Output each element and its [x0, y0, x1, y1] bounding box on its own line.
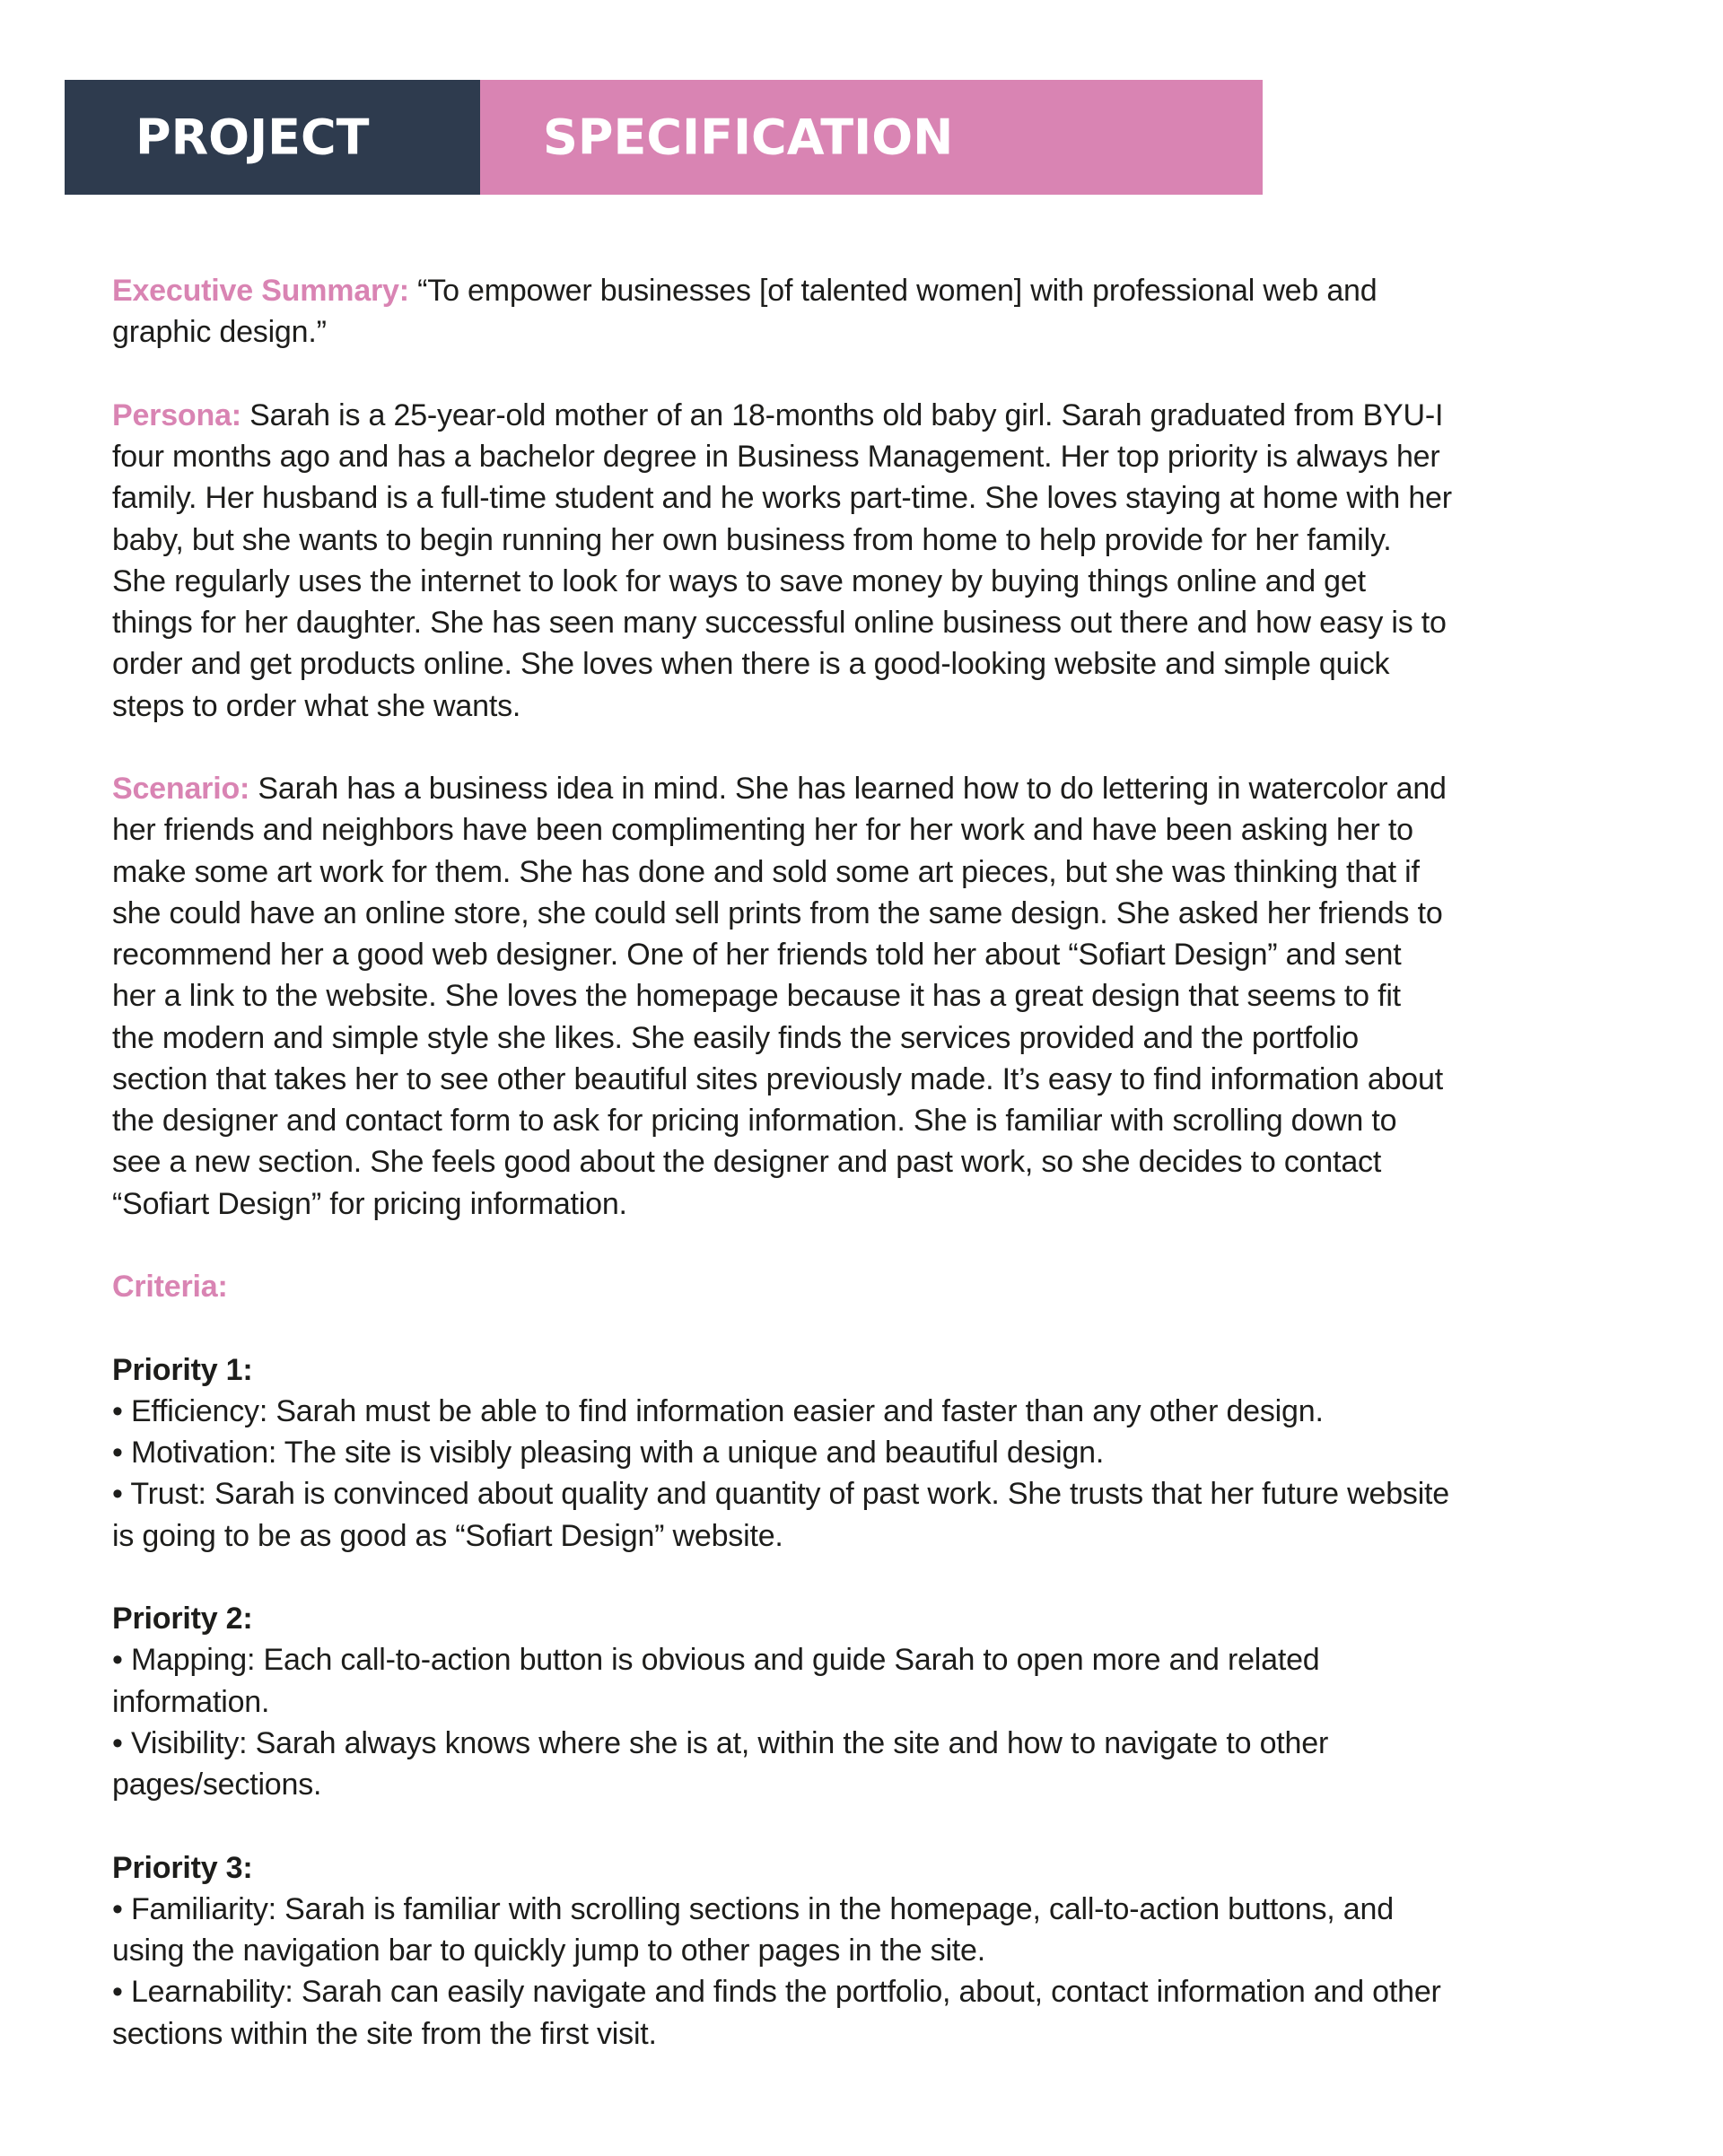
criteria-item: information. — [112, 1684, 270, 1719]
title-banner — [65, 80, 1263, 195]
text-line: section that takes her to see other beautiful sites previously made. It’s easy to find information about — [112, 1061, 1443, 1096]
text-line: four months ago and has a bachelor degree in Business Management. Her top priority is always her — [112, 440, 1440, 474]
scenario-label: Scenario: — [112, 772, 250, 806]
text-line: the designer and contact form to ask for pricing information. She is familiar with scrolling down to — [112, 1104, 1397, 1138]
spacer — [112, 1307, 1656, 1349]
text-line: she could have an online store, she could sell prints from the same design. She asked her friends to — [112, 895, 1443, 930]
scenario-section — [112, 768, 1656, 1225]
criteria-item: • Learnability: Sarah can easily navigate and finds the portfolio, about, contact information and other — [112, 1975, 1441, 2010]
text-line: order and get products online. She loves when there is a good-looking website and simple quick — [112, 647, 1390, 682]
spacer — [112, 1805, 1656, 1846]
priority-heading: Priority 2: — [112, 1602, 253, 1636]
text-line — [112, 768, 1656, 809]
criteria-item: • Mapping: Each call-to-action button is obvious and guide Sarah to open more and related — [112, 1643, 1320, 1678]
text-line: “Sofiart Design” for pricing information. — [112, 1186, 627, 1221]
criteria-item: • Motivation: The site is visibly pleasing with a unique and beautiful design. — [112, 1436, 1105, 1470]
criteria-item: • Visibility: Sarah always knows where she is at, within the site and how to navigate to other — [112, 1725, 1329, 1760]
criteria-item: • Efficiency: Sarah must be able to find information easier and faster than any other design. — [112, 1393, 1324, 1428]
text-line: her a link to the website. She loves the homepage because it has a great design that seems to fit — [112, 979, 1401, 1014]
executive-summary-section — [112, 270, 1656, 354]
text-line: family. Her husband is a full-time student and he works part-time. She loves staying at home with her — [112, 481, 1452, 516]
title-banner-pink-block — [480, 80, 1263, 195]
document-body — [112, 270, 1656, 2055]
text-line — [112, 395, 1656, 436]
title-specification: SPECIFICATION — [543, 109, 954, 166]
criteria-item: using the navigation bar to quickly jump to other pages in the site. — [112, 1933, 985, 1968]
persona-text: Sarah is a 25-year-old mother of an 18-months old baby girl. Sarah graduated from BYU-I — [249, 397, 1444, 432]
criteria-item: is going to be as good as “Sofiart Design” website. — [112, 1518, 783, 1553]
title-banner-dark-block — [65, 80, 480, 195]
priority-heading: Priority 1: — [112, 1352, 253, 1387]
spacer — [112, 1225, 1656, 1266]
text-line: things for her daughter. She has seen many successful online business out there and how easy is to — [112, 606, 1447, 640]
criteria-section — [112, 1266, 1656, 2055]
criteria-item: sections within the site from the first visit. — [112, 2016, 657, 2051]
criteria-item: pages/sections. — [112, 1768, 322, 1802]
spacer — [112, 727, 1656, 768]
text-line: her friends and neighbors have been complimenting her for her work and have been asking her to — [112, 813, 1413, 848]
text-line — [112, 270, 1656, 311]
text-line: make some art work for them. She has done and sold some art pieces, but she was thinking that if — [112, 854, 1420, 889]
scenario-text: Sarah has a business idea in mind. She has learned how to do lettering in watercolor and — [258, 772, 1447, 806]
title-project: PROJECT — [136, 109, 370, 166]
priority-heading: Priority 3: — [112, 1850, 253, 1885]
executive-summary-text: “To empower businesses [of talented women] with professional web and — [417, 274, 1378, 308]
text-line: She regularly uses the internet to look for ways to save money by buying things online and get — [112, 563, 1366, 598]
text-line: recommend her a good web designer. One of her friends told her about “Sofiart Design” and sent — [112, 938, 1402, 972]
criteria-label: Criteria: — [112, 1270, 228, 1304]
text-line: the modern and simple style she likes. She easily finds the services provided and the portfolio — [112, 1020, 1359, 1055]
spacer — [112, 1557, 1656, 1598]
priority-3-block — [112, 1847, 1656, 2055]
spacer — [112, 354, 1656, 395]
criteria-item: • Trust: Sarah is convinced about quality and quantity of past work. She trusts that her future website — [112, 1477, 1450, 1512]
persona-section — [112, 395, 1656, 727]
text-line: graphic design.” — [112, 315, 327, 350]
priority-2-block — [112, 1598, 1656, 1805]
text-line: steps to order what she wants. — [112, 688, 521, 723]
persona-label: Persona: — [112, 397, 241, 432]
text-line: baby, but she wants to begin running her own business from home to help provide for her family. — [112, 522, 1392, 557]
text-line: see a new section. She feels good about the designer and past work, so she decides to contact — [112, 1145, 1382, 1180]
executive-summary-label: Executive Summary: — [112, 274, 409, 308]
criteria-item: • Familiarity: Sarah is familiar with scrolling sections in the homepage, call-to-action buttons, and — [112, 1891, 1394, 1926]
priority-1-block — [112, 1349, 1656, 1557]
